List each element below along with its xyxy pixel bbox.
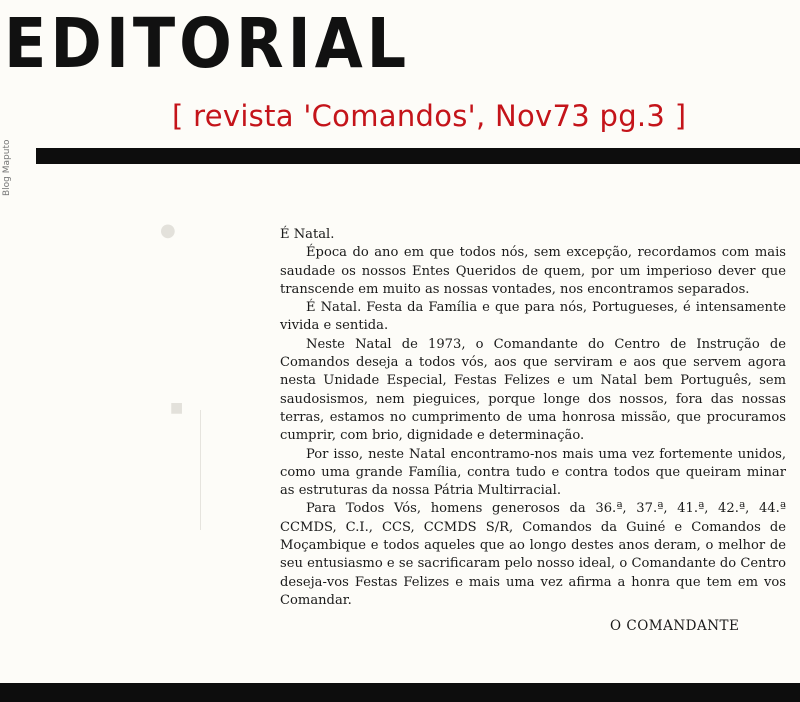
paragraph: Para Todos Vós, homens generosos da 36.ª, 37.ª, 41.ª, 42.ª, 44.ª CCMDS, C.I., CCS, CCMDS S/R, Comandos da Guiné e Comandos de Moçambique e todos aqueles que ao longo destes anos deram, o melhor de seu entusiasmo e se sacrificaram pelo nosso ideal, o Comandante do Centro deseja-vos Festas Felizes e mais uma vez afirma a honra que tem em vos Comandar.: [280, 501, 786, 608]
paragraph: É Natal. Festa da Família e que para nós, Portugueses, é intensamente vivida e sentida.: [280, 300, 786, 334]
signature: O COMANDANTE: [610, 618, 740, 634]
watermark: Blog Maputo: [2, 139, 12, 196]
source-caption: [ revista 'Comandos', Nov73 pg.3 ]: [172, 99, 687, 133]
paragraph: É Natal.: [280, 227, 335, 242]
editorial-body: [280, 226, 786, 610]
bottom-black-band: [0, 683, 800, 702]
paragraph: Neste Natal de 1973, o Comandante do Centro de Instrução de Comandos deseja a todos vós, aos que serviram e aos que servem agora nesta Unidade Especial, Festas Felizes e um Natal bem Português, sem saudosismos, nem pieguices, porque longe dos nossos, fora das nossas terras, estamos no cumprimento de uma honrosa missão, que procuramos cumprir, com brio, dignidade e determinação.: [280, 336, 786, 444]
paragraph: Por isso, neste Natal encontramo-nos mais uma vez fortemente unidos, como uma grande Família, contra tudo e contra todos que queiram minar as estruturas da nossa Pátria Multirracial.: [280, 446, 786, 499]
faded-left-column: ● ■: [0, 150, 270, 670]
page-title: EDITORIAL: [4, 3, 411, 84]
paragraph: Época do ano em que todos nós, sem excepção, recordamos com mais saudade os nossos Entes Queridos de quem, por um imperioso dever que transcende em muito as nossas vontades, nos encontramos separados.: [280, 245, 786, 297]
